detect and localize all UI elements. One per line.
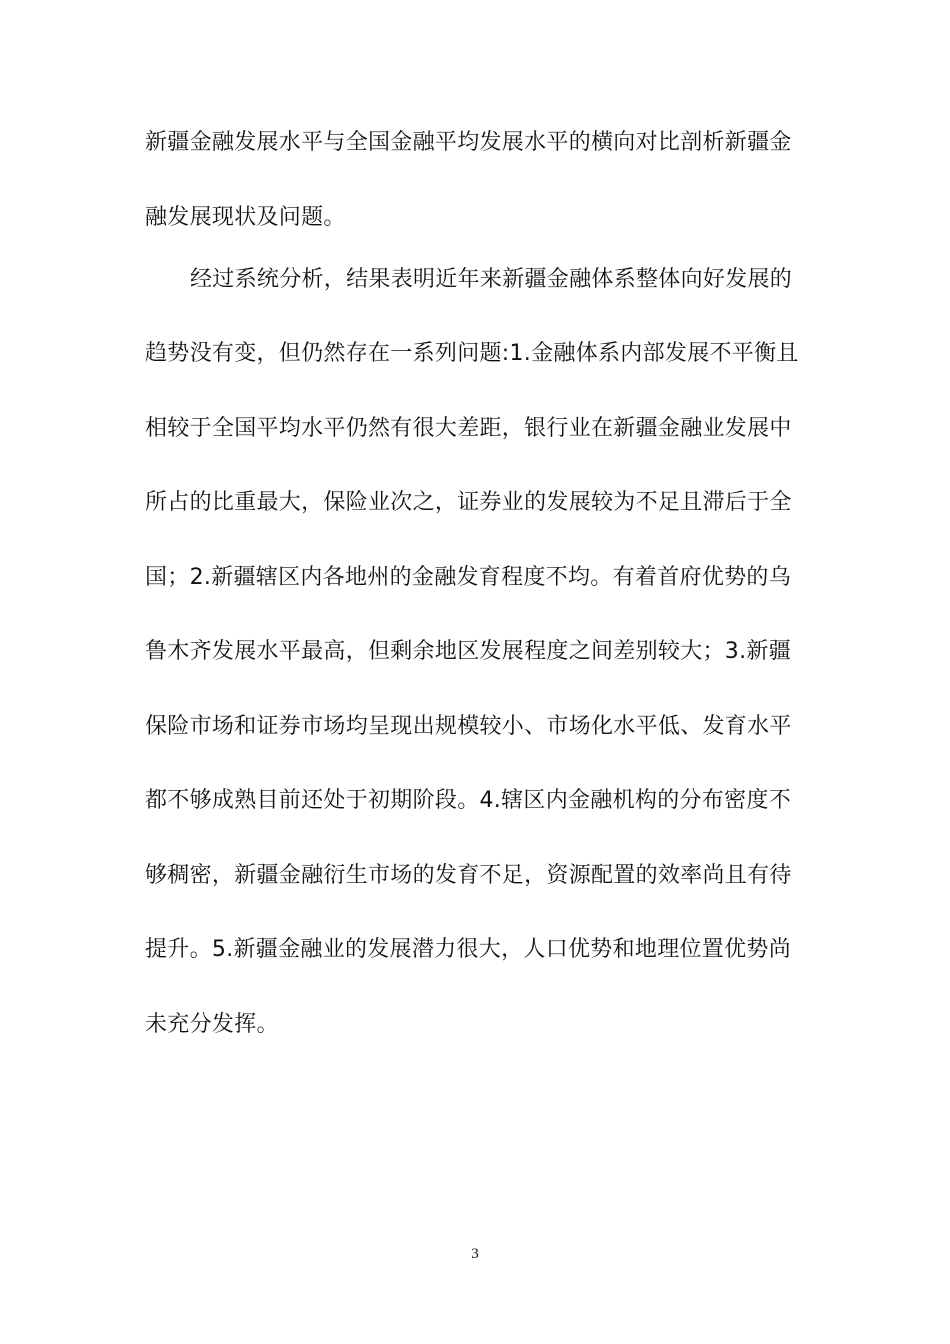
text-line: 都不够成熟目前还处于初期阶段。4.辖区内金融机构的分布密度不	[145, 788, 791, 813]
text-line: 提升。5.新疆金融业的发展潜力很大，人口优势和地理位置优势尚	[145, 937, 791, 962]
text-line: 新疆金融发展水平与全国金融平均发展水平的横向对比剖析新疆金	[145, 130, 792, 155]
text-line: 够稠密，新疆金融衍生市场的发育不足，资源配置的效率尚且有待	[145, 863, 792, 888]
text-line: 鲁木齐发展水平最高，但剩余地区发展程度之间差别较大；3.新疆	[145, 639, 791, 664]
text-line: 经过系统分析，结果表明近年来新疆金融体系整体向好发展的	[190, 267, 793, 292]
text-line: 趋势没有变，但仍然存在一系列问题:1.金融体系内部发展不平衡且	[145, 341, 799, 366]
page-number: 3	[471, 1246, 479, 1262]
text-line: 未充分发挥。	[145, 1012, 279, 1037]
text-line: 国；2.新疆辖区内各地州的金融发育程度不均。有着首府优势的乌	[145, 565, 791, 590]
text-line: 相较于全国平均水平仍然有很大差距，银行业在新疆金融业发展中	[145, 416, 792, 441]
text-line: 所占的比重最大，保险业次之，证券业的发展较为不足且滞后于全	[145, 490, 792, 515]
text-line: 保险市场和证券市场均呈现出规模较小、市场化水平低、发育水平	[145, 714, 792, 739]
text-line: 融发展现状及问题。	[145, 205, 346, 230]
